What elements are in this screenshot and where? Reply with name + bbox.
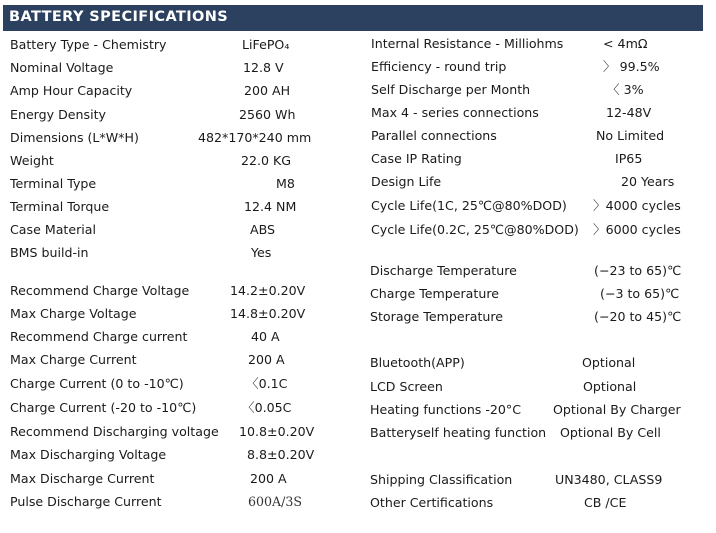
spec-value: 482*170*240 mm: [198, 130, 312, 145]
spec-value: UN3480, CLASS9: [555, 472, 663, 487]
spec-label: Storage Temperature: [370, 309, 504, 324]
spec-label: Recommend Discharging voltage: [10, 424, 219, 439]
spec-value: (−20 to 45)℃: [594, 309, 682, 324]
spec-value: Optional: [582, 355, 636, 370]
spec-label: Max Discharging Voltage: [10, 447, 167, 462]
spec-label: Heating functions -20°C: [370, 402, 522, 417]
spec-label: Max 4 - series connections: [371, 105, 539, 120]
spec-label: Weight: [10, 153, 54, 168]
spec-label: Charge Current (0 to -10℃): [10, 376, 184, 391]
spec-label: Cycle Life(1C, 25℃@80%DOD): [371, 198, 567, 213]
spec-label: Parallel connections: [371, 128, 497, 143]
spec-label: Bluetooth(APP): [370, 355, 465, 370]
spec-label: Dimensions (L*W*H): [10, 130, 139, 145]
spec-label: Recommend Charge Voltage: [10, 283, 190, 298]
spec-label: Max Charge Current: [10, 352, 137, 367]
spec-label: Energy Density: [10, 107, 106, 122]
spec-value: Optional By Charger: [553, 402, 681, 417]
spec-label: Other Certifications: [370, 495, 494, 510]
spec-value: 〉 99.5%: [603, 59, 660, 74]
spec-value: Optional By Cell: [560, 425, 661, 440]
spec-value: No Limited: [596, 128, 665, 143]
spec-label: Efficiency - round trip: [371, 59, 507, 74]
spec-label: Case Material: [10, 222, 96, 237]
spec-value: (−3 to 65)℃: [600, 286, 680, 301]
spec-label: Battery Type - Chemistry: [10, 37, 167, 52]
spec-value: M8: [276, 176, 295, 191]
spec-value: 200 A: [250, 471, 287, 486]
spec-value: 600A/3S: [248, 494, 303, 509]
spec-value: 〈0.1C: [246, 376, 288, 391]
spec-label: Max Discharge Current: [10, 471, 155, 486]
spec-value: 2560 Wh: [239, 107, 296, 122]
spec-label: Batteryself heating function: [370, 425, 547, 440]
spec-value: 22.0 KG: [241, 153, 292, 168]
spec-value: Optional: [583, 379, 637, 394]
spec-value: 200 AH: [244, 83, 291, 98]
spec-value: Yes: [251, 245, 272, 260]
spec-label: Case IP Rating: [371, 151, 462, 166]
spec-value: 〉6000 cycles: [593, 222, 681, 237]
spec-value: 〉4000 cycles: [593, 198, 681, 213]
spec-value: 20 Years: [621, 174, 675, 189]
spec-value: CB /CE: [584, 495, 627, 510]
spec-label: Cycle Life(0.2C, 25℃@80%DOD): [371, 222, 579, 237]
spec-value: IP65: [615, 151, 643, 166]
spec-label: Shipping Classification: [370, 472, 513, 487]
spec-title: BATTERY SPECIFICATIONS: [9, 9, 229, 25]
spec-value: 40 A: [251, 329, 280, 344]
spec-label: Amp Hour Capacity: [10, 83, 133, 98]
spec-value: ABS: [250, 222, 276, 237]
spec-label: Charge Current (-20 to -10℃): [10, 400, 197, 415]
spec-value: 12.4 NM: [244, 199, 297, 214]
spec-value: LiFePO₄: [242, 37, 290, 52]
spec-header: [3, 5, 703, 31]
spec-label: Charge Temperature: [370, 286, 499, 301]
spec-value: 10.8±0.20V: [239, 424, 315, 439]
spec-value: < 4mΩ: [603, 36, 648, 51]
spec-label: Pulse Discharge Current: [10, 494, 162, 509]
spec-label: Max Charge Voltage: [10, 306, 137, 321]
spec-label: Nominal Voltage: [10, 60, 114, 75]
spec-label: Self Discharge per Month: [371, 82, 531, 97]
spec-label: Terminal Type: [10, 176, 97, 191]
spec-label: LCD Screen: [370, 379, 443, 394]
spec-value: 8.8±0.20V: [247, 447, 315, 462]
spec-value: 200 A: [248, 352, 285, 367]
spec-value: 14.8±0.20V: [230, 306, 306, 321]
spec-value: 14.2±0.20V: [230, 283, 306, 298]
spec-label: Terminal Torque: [10, 199, 110, 214]
spec-label: Design Life: [371, 174, 442, 189]
spec-value: 〈0.05C: [242, 400, 292, 415]
spec-label: Internal Resistance - Milliohms: [371, 36, 564, 51]
spec-value: 12.8 V: [243, 60, 284, 75]
spec-value: 12-48V: [606, 105, 652, 120]
spec-value: (−23 to 65)℃: [594, 263, 682, 278]
spec-label: Discharge Temperature: [370, 263, 517, 278]
spec-value: 〈 3%: [607, 82, 644, 97]
spec-label: Recommend Charge current: [10, 329, 188, 344]
spec-label: BMS build-in: [10, 245, 89, 260]
